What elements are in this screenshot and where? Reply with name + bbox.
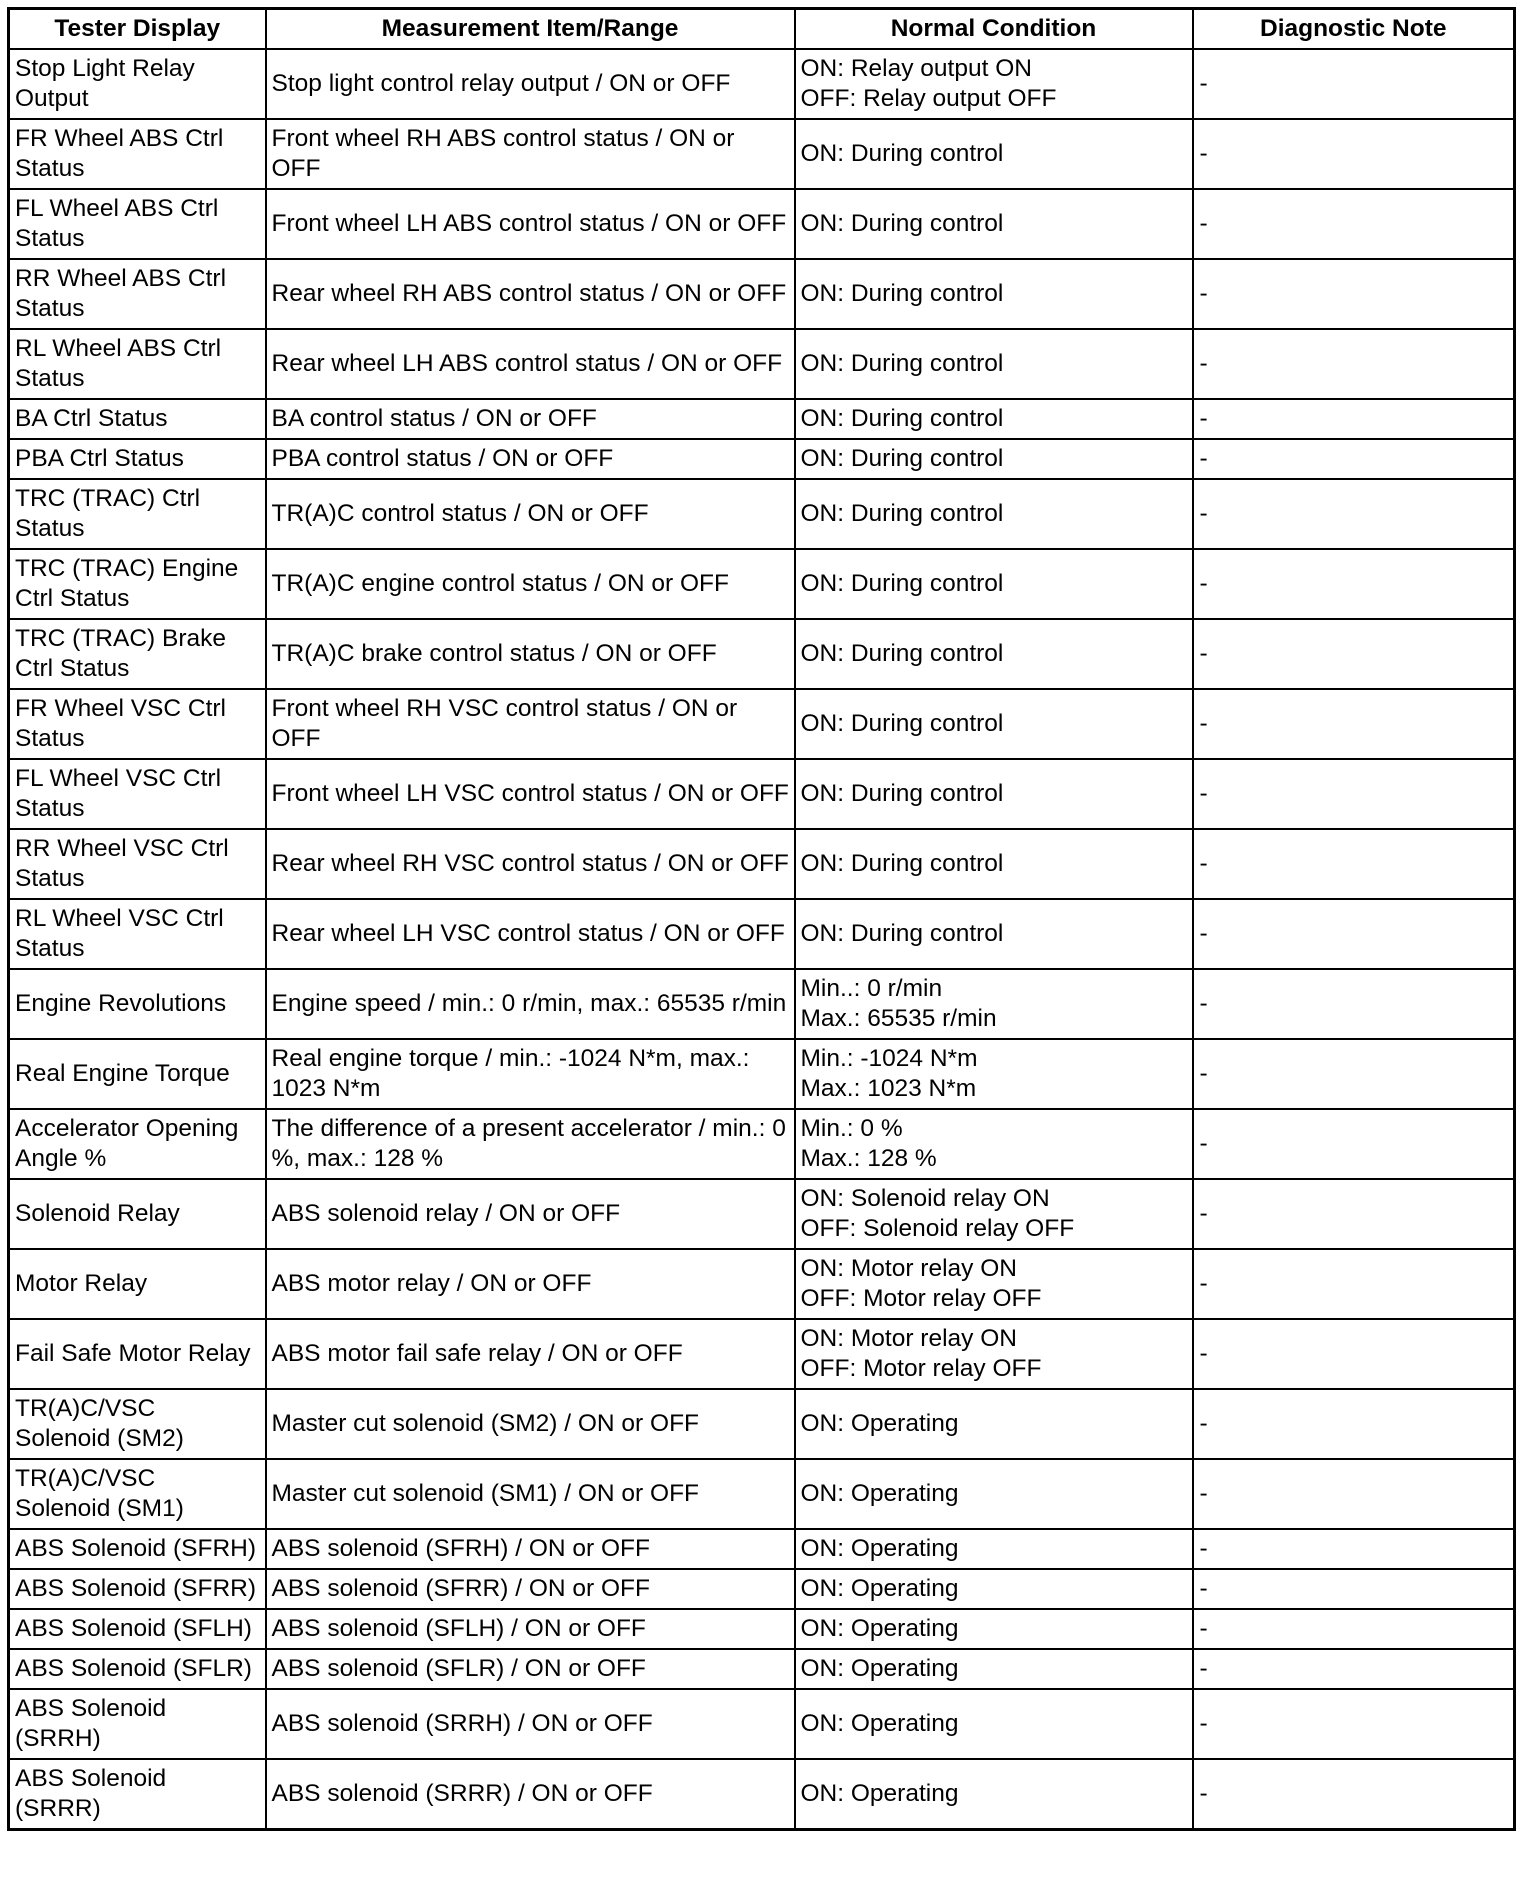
cell-diagnostic-note: - — [1193, 1569, 1515, 1609]
table-row — [9, 259, 1515, 329]
cell-diagnostic-note: - — [1193, 399, 1515, 439]
cell-tester-display: RR Wheel ABS Ctrl Status — [9, 259, 266, 329]
cell-normal-condition: ON: During control — [795, 899, 1193, 969]
table-row — [9, 49, 1515, 119]
cell-normal-condition: ON: Operating — [795, 1689, 1193, 1759]
cell-normal-condition: ON: During control — [795, 479, 1193, 549]
cell-normal-condition: ON: Operating — [795, 1529, 1193, 1569]
table-row — [9, 1109, 1515, 1179]
cell-normal-condition: Min.: 0 % Max.: 128 % — [795, 1109, 1193, 1179]
cell-measurement-item: Front wheel RH VSC control status / ON or OFF — [266, 689, 795, 759]
cell-normal-condition: ON: During control — [795, 119, 1193, 189]
cell-diagnostic-note: - — [1193, 1389, 1515, 1459]
cell-measurement-item: ABS solenoid (SRRR) / ON or OFF — [266, 1759, 795, 1830]
cell-normal-condition: ON: During control — [795, 619, 1193, 689]
cell-normal-condition: ON: During control — [795, 689, 1193, 759]
cell-measurement-item: BA control status / ON or OFF — [266, 399, 795, 439]
cell-normal-condition: ON: During control — [795, 439, 1193, 479]
cell-measurement-item: ABS solenoid (SFLH) / ON or OFF — [266, 1609, 795, 1649]
table-row — [9, 1249, 1515, 1319]
table-row — [9, 439, 1515, 479]
cell-measurement-item: ABS solenoid relay / ON or OFF — [266, 1179, 795, 1249]
cell-normal-condition: ON: During control — [795, 549, 1193, 619]
cell-normal-condition: ON: Operating — [795, 1759, 1193, 1830]
table-row — [9, 1649, 1515, 1689]
cell-normal-condition: ON: Operating — [795, 1389, 1193, 1459]
cell-diagnostic-note: - — [1193, 189, 1515, 259]
cell-tester-display: Accelerator Opening Angle % — [9, 1109, 266, 1179]
cell-diagnostic-note: - — [1193, 1319, 1515, 1389]
table-row — [9, 1039, 1515, 1109]
cell-tester-display: TRC (TRAC) Engine Ctrl Status — [9, 549, 266, 619]
cell-tester-display: PBA Ctrl Status — [9, 439, 266, 479]
table-row — [9, 119, 1515, 189]
cell-measurement-item: TR(A)C control status / ON or OFF — [266, 479, 795, 549]
cell-measurement-item: Real engine torque / min.: -1024 N*m, max.: 1023 N*m — [266, 1039, 795, 1109]
cell-measurement-item: The difference of a present accelerator / min.: 0 %, max.: 128 % — [266, 1109, 795, 1179]
table-row — [9, 479, 1515, 549]
cell-diagnostic-note: - — [1193, 1249, 1515, 1319]
cell-diagnostic-note: - — [1193, 1529, 1515, 1569]
cell-measurement-item: ABS motor fail safe relay / ON or OFF — [266, 1319, 795, 1389]
header-normal-condition: Normal Condition — [795, 9, 1193, 50]
cell-tester-display: ABS Solenoid (SRRR) — [9, 1759, 266, 1830]
cell-tester-display: Stop Light Relay Output — [9, 49, 266, 119]
cell-diagnostic-note: - — [1193, 619, 1515, 689]
cell-tester-display: ABS Solenoid (SFRH) — [9, 1529, 266, 1569]
table-row — [9, 1319, 1515, 1389]
cell-measurement-item: Rear wheel LH VSC control status / ON or OFF — [266, 899, 795, 969]
cell-normal-condition: ON: During control — [795, 829, 1193, 899]
cell-normal-condition: ON: During control — [795, 759, 1193, 829]
cell-diagnostic-note: - — [1193, 689, 1515, 759]
header-diagnostic-note: Diagnostic Note — [1193, 9, 1515, 50]
cell-measurement-item: Rear wheel RH ABS control status / ON or OFF — [266, 259, 795, 329]
cell-normal-condition: ON: During control — [795, 189, 1193, 259]
cell-normal-condition: ON: Relay output ON OFF: Relay output OFF — [795, 49, 1193, 119]
cell-diagnostic-note: - — [1193, 759, 1515, 829]
cell-tester-display: RR Wheel VSC Ctrl Status — [9, 829, 266, 899]
table-row — [9, 1459, 1515, 1529]
cell-diagnostic-note: - — [1193, 479, 1515, 549]
table-row — [9, 899, 1515, 969]
cell-diagnostic-note: - — [1193, 1459, 1515, 1529]
cell-measurement-item: Master cut solenoid (SM2) / ON or OFF — [266, 1389, 795, 1459]
table-row — [9, 1569, 1515, 1609]
cell-tester-display: TRC (TRAC) Ctrl Status — [9, 479, 266, 549]
cell-tester-display: FL Wheel VSC Ctrl Status — [9, 759, 266, 829]
cell-diagnostic-note: - — [1193, 49, 1515, 119]
cell-measurement-item: ABS motor relay / ON or OFF — [266, 1249, 795, 1319]
cell-diagnostic-note: - — [1193, 119, 1515, 189]
cell-normal-condition: Min..: 0 r/min Max.: 65535 r/min — [795, 969, 1193, 1039]
cell-diagnostic-note: - — [1193, 969, 1515, 1039]
cell-tester-display: Engine Revolutions — [9, 969, 266, 1039]
cell-tester-display: FR Wheel ABS Ctrl Status — [9, 119, 266, 189]
cell-tester-display: Motor Relay — [9, 1249, 266, 1319]
cell-diagnostic-note: - — [1193, 1179, 1515, 1249]
cell-tester-display: FR Wheel VSC Ctrl Status — [9, 689, 266, 759]
cell-measurement-item: Stop light control relay output / ON or OFF — [266, 49, 795, 119]
cell-normal-condition: ON: Motor relay ON OFF: Motor relay OFF — [795, 1319, 1193, 1389]
cell-diagnostic-note: - — [1193, 1759, 1515, 1830]
table-row — [9, 689, 1515, 759]
cell-measurement-item: Rear wheel RH VSC control status / ON or OFF — [266, 829, 795, 899]
diagnostic-data-table — [7, 7, 1516, 1831]
cell-tester-display: ABS Solenoid (SRRH) — [9, 1689, 266, 1759]
cell-diagnostic-note: - — [1193, 259, 1515, 329]
cell-tester-display: Real Engine Torque — [9, 1039, 266, 1109]
cell-tester-display: Fail Safe Motor Relay — [9, 1319, 266, 1389]
cell-measurement-item: Master cut solenoid (SM1) / ON or OFF — [266, 1459, 795, 1529]
table-row — [9, 1759, 1515, 1830]
cell-diagnostic-note: - — [1193, 1689, 1515, 1759]
cell-tester-display: ABS Solenoid (SFRR) — [9, 1569, 266, 1609]
cell-measurement-item: ABS solenoid (SFRH) / ON or OFF — [266, 1529, 795, 1569]
cell-measurement-item: Engine speed / min.: 0 r/min, max.: 65535 r/min — [266, 969, 795, 1039]
cell-tester-display: BA Ctrl Status — [9, 399, 266, 439]
cell-measurement-item: ABS solenoid (SFLR) / ON or OFF — [266, 1649, 795, 1689]
cell-measurement-item: Front wheel LH ABS control status / ON or OFF — [266, 189, 795, 259]
cell-diagnostic-note: - — [1193, 1109, 1515, 1179]
cell-normal-condition: ON: Solenoid relay ON OFF: Solenoid relay OFF — [795, 1179, 1193, 1249]
cell-diagnostic-note: - — [1193, 549, 1515, 619]
table-row — [9, 1529, 1515, 1569]
cell-tester-display: TR(A)C/VSC Solenoid (SM1) — [9, 1459, 266, 1529]
cell-normal-condition: ON: Operating — [795, 1459, 1193, 1529]
cell-normal-condition: ON: During control — [795, 399, 1193, 439]
cell-normal-condition: ON: Operating — [795, 1649, 1193, 1689]
cell-tester-display: ABS Solenoid (SFLH) — [9, 1609, 266, 1649]
cell-measurement-item: PBA control status / ON or OFF — [266, 439, 795, 479]
cell-diagnostic-note: - — [1193, 1039, 1515, 1109]
cell-measurement-item: Front wheel LH VSC control status / ON or OFF — [266, 759, 795, 829]
table-row — [9, 1389, 1515, 1459]
table-row — [9, 549, 1515, 619]
cell-normal-condition: ON: During control — [795, 259, 1193, 329]
cell-diagnostic-note: - — [1193, 899, 1515, 969]
cell-tester-display: ABS Solenoid (SFLR) — [9, 1649, 266, 1689]
cell-normal-condition: ON: Motor relay ON OFF: Motor relay OFF — [795, 1249, 1193, 1319]
table-row — [9, 1179, 1515, 1249]
cell-diagnostic-note: - — [1193, 829, 1515, 899]
table-row — [9, 619, 1515, 689]
header-tester-display: Tester Display — [9, 9, 266, 50]
cell-tester-display: TR(A)C/VSC Solenoid (SM2) — [9, 1389, 266, 1459]
cell-diagnostic-note: - — [1193, 439, 1515, 479]
cell-measurement-item: TR(A)C brake control status / ON or OFF — [266, 619, 795, 689]
cell-tester-display: Solenoid Relay — [9, 1179, 266, 1249]
table-row — [9, 759, 1515, 829]
cell-tester-display: TRC (TRAC) Brake Ctrl Status — [9, 619, 266, 689]
cell-normal-condition: Min.: -1024 N*m Max.: 1023 N*m — [795, 1039, 1193, 1109]
table-body — [9, 49, 1515, 1830]
cell-normal-condition: ON: During control — [795, 329, 1193, 399]
cell-diagnostic-note: - — [1193, 1649, 1515, 1689]
table-row — [9, 829, 1515, 899]
table-row — [9, 329, 1515, 399]
table-row — [9, 1609, 1515, 1649]
cell-tester-display: FL Wheel ABS Ctrl Status — [9, 189, 266, 259]
table-row — [9, 1689, 1515, 1759]
cell-measurement-item: TR(A)C engine control status / ON or OFF — [266, 549, 795, 619]
cell-measurement-item: ABS solenoid (SRRH) / ON or OFF — [266, 1689, 795, 1759]
table-row — [9, 189, 1515, 259]
cell-diagnostic-note: - — [1193, 1609, 1515, 1649]
cell-normal-condition: ON: Operating — [795, 1569, 1193, 1609]
table-row — [9, 399, 1515, 439]
cell-measurement-item: Front wheel RH ABS control status / ON or OFF — [266, 119, 795, 189]
cell-tester-display: RL Wheel ABS Ctrl Status — [9, 329, 266, 399]
cell-diagnostic-note: - — [1193, 329, 1515, 399]
cell-normal-condition: ON: Operating — [795, 1609, 1193, 1649]
cell-tester-display: RL Wheel VSC Ctrl Status — [9, 899, 266, 969]
cell-measurement-item: ABS solenoid (SFRR) / ON or OFF — [266, 1569, 795, 1609]
table-row — [9, 969, 1515, 1039]
table-header-row — [9, 9, 1515, 50]
header-measurement-item: Measurement Item/Range — [266, 9, 795, 50]
cell-measurement-item: Rear wheel LH ABS control status / ON or OFF — [266, 329, 795, 399]
